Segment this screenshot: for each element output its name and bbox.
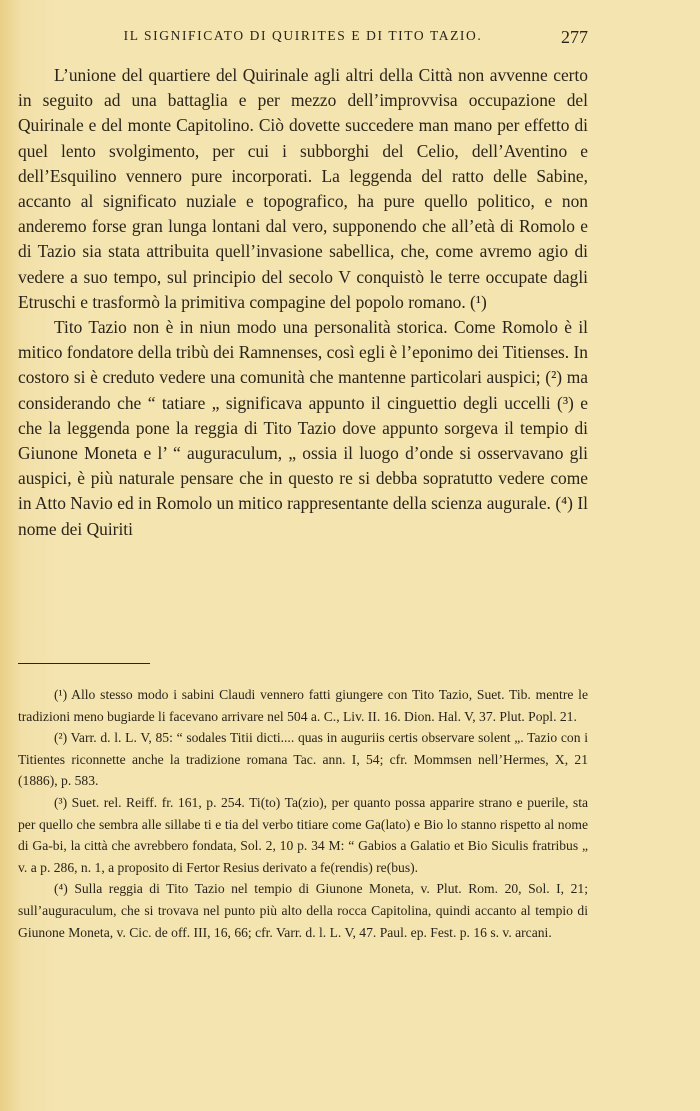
footnote-divider — [18, 663, 150, 664]
main-text — [18, 63, 588, 542]
footnote-3: (³) Suet. rel. Reiff. fr. 161, p. 254. Ti(to) Ta(zio), per quanto possa apparire strano e puerile, sta per quello che sembra alle sillabe ti e tia del verbo titiare come Ga(lato) e Bio lo stanno rispetto al nome di Ga-bi, la città che avrebbero fondata, Sol. 2, 10 p. 34 M: “ Gabios a Galatio et Bio Siculis fratribus „ v. a p. 286, n. 1, a proposito di Fertor Resius derivato a fe(rendis) re(bus). — [18, 794, 588, 875]
footnotes — [18, 684, 588, 943]
running-title: IL SIGNIFICATO DI QUIRITES E DI TITO TAZIO. — [123, 28, 483, 43]
footnote-2: (²) Varr. d. l. L. V, 85: “ sodales Titii dicti.... quas in auguriis certis observare solent „. Tazio con i Titientes riconnette anche la tradizione romana Tac. ann. I, 54; cfr. Mommsen nell’Hermes, X, 21 (1886), p. 583. — [18, 730, 588, 789]
footnote-1: (¹) Allo stesso modo i sabini Claudi vennero fatti giungere con Tito Tazio, Suet. Tib. mentre le tradizioni meno bugiarde li facevano arrivare nel 504 a. C., Liv. II. 16. Dion. Hal. V, 37. Plut. Popl. 21. — [18, 687, 588, 724]
body-paragraph-2: Tito Tazio non è in niun modo una personalità storica. Come Romolo è il mitico fondatore della tribù dei Ramnenses, così egli è l’eponimo dei Titienses. In costoro si è creduto vedere una comunità che mantenne particolari auspici; (²) ma considerando che “ tatiare „ significava appunto il cinguettio degli uccelli (³) e che la leggenda pone la reggia di Tito Tazio dove appunto sorgeva il tempio di Giunone Moneta e l’ “ auguraculum, „ ossia il luogo d’onde si osservavano gli auspici, è più naturale pensare che in questo re si debba sopratutto vedere come in Atto Navio ed in Romolo un mitico rappresentante della scienza augurale. (⁴) Il nome dei Quiriti — [18, 317, 588, 539]
body-paragraph-1: L’unione del quartiere del Quirinale agli altri della Città non avvenne certo in seguito ad una battaglia e per mezzo dell’improvvisa occupazione del Quirinale e del monte Capitolino. Ciò dovette succedere man mano per effetto di quel lento svolgimento, per cui i subborghi del Celio, dell’Aventino e dell’Esquilino vennero pure incorporati. La leggenda del ratto delle Sabine, accanto al significato nuziale e topografico, ha pure quello politico, e non anderemo forse gran lunga lontani dal vero, supponendo che all’età di Romolo e di Tazio sia stata attribuita quell’invasione sabellica, che, come avremo agio di vedere a suo tempo, sul principio del secolo V conquistò le terre occupate dagli Etruschi e trasformò la primitiva compagine del popolo romano. (¹) — [18, 65, 588, 312]
footnote-4: (⁴) Sulla reggia di Tito Tazio nel tempio di Giunone Moneta, v. Plut. Rom. 20, Sol. I, 21; sull’auguraculum, che si trovava nel punto più alto della rocca Capitolina, quindi accanto al tempio di Giunone Moneta, v. Cic. de off. III, 16, 66; cfr. Varr. d. l. L. V, 47. Paul. ep. Fest. p. 16 s. v. arcani. — [18, 881, 588, 940]
page-number: 277 — [561, 27, 588, 47]
